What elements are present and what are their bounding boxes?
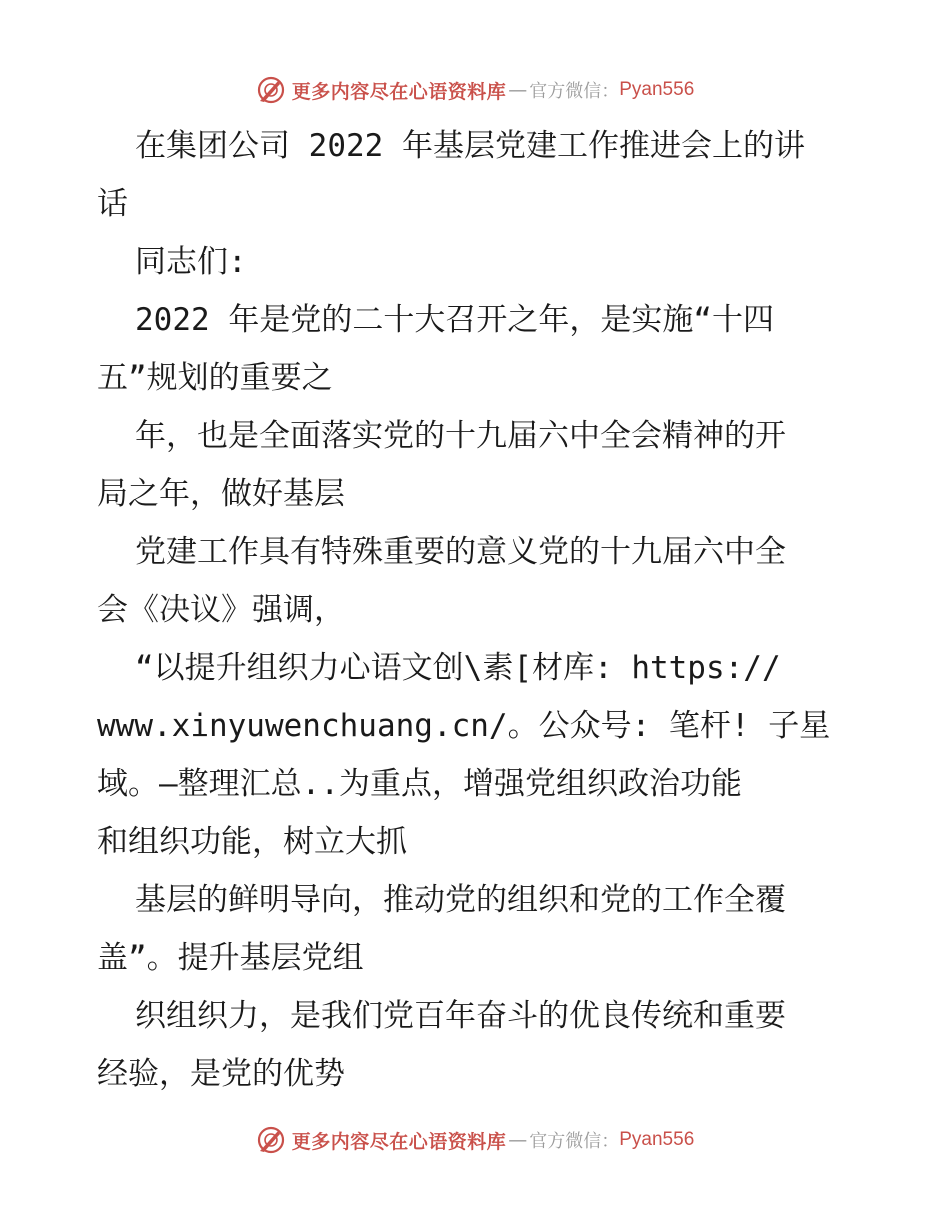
- text-line: 盖”。提升基层党组: [97, 940, 364, 976]
- text-line: 同志们:: [135, 244, 247, 280]
- watermark-main-text: 更多内容尽在心语资料库: [291, 1130, 507, 1153]
- watermark-wechat-id: Pyan556: [619, 1129, 695, 1150]
- text-line: www.xinyuwenchuang.cn/。公众号: 笔杆! 子星: [97, 708, 831, 744]
- watermark-dash: —: [508, 79, 528, 101]
- text-line: 五”规划的重要之: [97, 360, 333, 396]
- text-line: 年，也是全面落实党的十九届六中全会精神的开: [135, 418, 786, 454]
- quill-logo-icon: [256, 75, 286, 105]
- text-line: 局之年，做好基层: [97, 476, 345, 512]
- footer-watermark: [0, 1122, 950, 1158]
- text-line: 基层的鲜明导向，推动党的组织和党的工作全覆: [135, 882, 786, 918]
- watermark-sub-text: 官方微信：: [529, 81, 620, 102]
- watermark-dash: —: [508, 1129, 528, 1151]
- text-line: “以提升组织力心语文创\素[材库: https://: [135, 650, 781, 686]
- watermark-sub-text: 官方微信：: [529, 1131, 620, 1152]
- text-line: 域。—整理汇总..为重点，增强党组织政治功能: [97, 766, 742, 802]
- quill-logo-icon: [256, 1125, 286, 1155]
- text-line: 会《决议》强调，: [97, 592, 345, 628]
- text-line: 党建工作具有特殊重要的意义党的十九届六中全: [135, 534, 786, 570]
- watermark-wechat-id: Pyan556: [619, 79, 695, 100]
- text-line: 织组织力，是我们党百年奋斗的优良传统和重要: [135, 998, 786, 1034]
- text-line: 2022 年是党的二十大召开之年，是实施“十四: [135, 302, 774, 338]
- text-line: 话: [97, 186, 128, 222]
- text-line: 在集团公司 2022 年基层党建工作推进会上的讲: [135, 128, 805, 164]
- text-line: 和组织功能，树立大抓: [97, 824, 407, 860]
- text-line: 经验，是党的优势: [97, 1056, 345, 1092]
- watermark-main-text: 更多内容尽在心语资料库: [291, 80, 507, 103]
- header-watermark: [0, 72, 950, 108]
